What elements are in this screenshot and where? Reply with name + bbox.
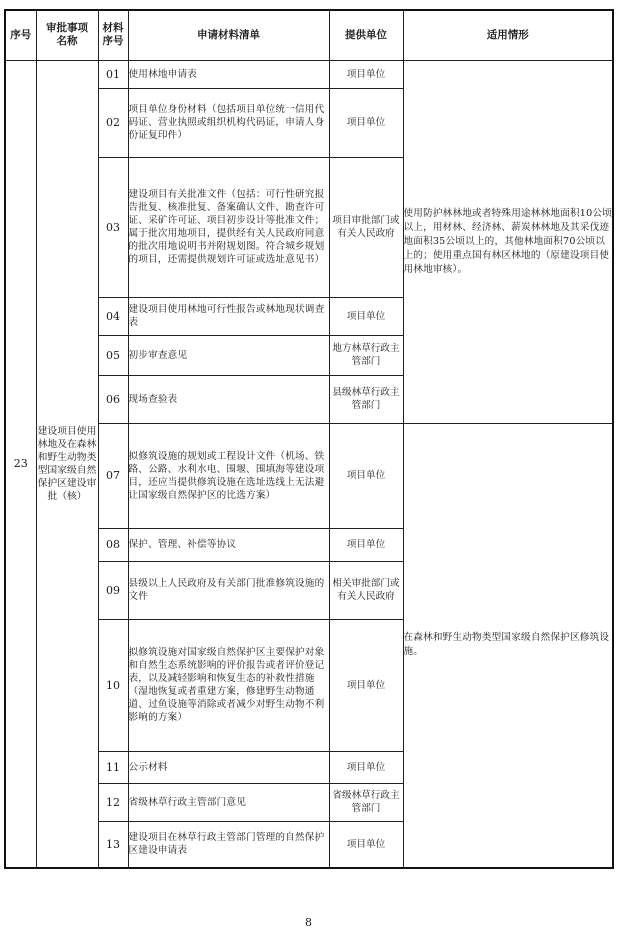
material-name: 现场查验表 bbox=[128, 375, 329, 423]
material-number: 10 bbox=[98, 619, 128, 751]
condition-text: 使用防护林林地或者特殊用途林林地面积10公顷以上，用材林、经济林、薪炭林林地及其采伐迹地面积35公顷以上的，其他林地面积70公顷以上的；使用重点国有林区林地的（原建设项目使用林地审核）。 bbox=[403, 60, 613, 423]
material-name: 省级林草行政主管部门意见 bbox=[128, 783, 329, 821]
approval-materials-table bbox=[4, 9, 614, 869]
provider: 项目单位 bbox=[329, 60, 403, 88]
material-number: 12 bbox=[98, 783, 128, 821]
material-number: 08 bbox=[98, 528, 128, 561]
material-number: 13 bbox=[98, 821, 128, 868]
material-number: 11 bbox=[98, 751, 128, 783]
header-materials: 申请材料清单 bbox=[128, 10, 329, 60]
provider: 相关审批部门或有关人民政府 bbox=[329, 561, 403, 619]
header-provider: 提供单位 bbox=[329, 10, 403, 60]
table-row bbox=[5, 60, 613, 88]
material-name: 拟修筑设施的规划或工程设计文件（机场、铁路、公路、水利水电、围堰、围填海等建设项目，还应当提供修筑设施在选址选线上无法避让国家级自然保护区的比选方案） bbox=[128, 423, 329, 528]
material-name: 建设项目有关批准文件（包括：可行性研究报告批复、核准批复、备案确认文件、勘查许可证、采矿许可证、项目初步设计等批准文件；属于批次用地项目，提供经有关人民政府同意的批次用地说明书并附规划图。符合城乡规划的项目，还需提供规划许可证或选址意见书） bbox=[128, 157, 329, 297]
material-number: 01 bbox=[98, 60, 128, 88]
material-number: 04 bbox=[98, 297, 128, 335]
header-seq: 序号 bbox=[5, 10, 36, 60]
material-name: 县级以上人民政府及有关部门批准修筑设施的文件 bbox=[128, 561, 329, 619]
material-name: 拟修筑设施对国家级自然保护区主要保护对象和自然生态系统影响的评价报告或者评价登记表，以及减轻影响和恢复生态的补救性措施（湿地恢复或者重建方案，修建野生动物通道、过鱼设施等消除或者减少对野生动物不利影响的方案） bbox=[128, 619, 329, 751]
material-name: 公示材料 bbox=[128, 751, 329, 783]
page-number: 8 bbox=[305, 916, 312, 929]
provider: 项目单位 bbox=[329, 821, 403, 868]
provider: 项目单位 bbox=[329, 297, 403, 335]
material-name: 初步审查意见 bbox=[128, 335, 329, 375]
provider: 项目审批部门或有关人民政府 bbox=[329, 157, 403, 297]
material-number: 07 bbox=[98, 423, 128, 528]
condition-text: 在森林和野生动物类型国家级自然保护区修筑设施。 bbox=[403, 423, 613, 868]
material-number: 02 bbox=[98, 88, 128, 157]
material-name: 建设项目在林草行政主管部门管理的自然保护区建设申请表 bbox=[128, 821, 329, 868]
material-name: 项目单位身份材料（包括项目单位统一信用代码证、营业执照或组织机构代码证，申请人身份证复印件） bbox=[128, 88, 329, 157]
header-conditions: 适用情形 bbox=[403, 10, 613, 60]
header-item-name: 审批事项名称 bbox=[36, 10, 98, 60]
material-name: 使用林地申请表 bbox=[128, 60, 329, 88]
provider: 地方林草行政主管部门 bbox=[329, 335, 403, 375]
provider: 项目单位 bbox=[329, 751, 403, 783]
header-row bbox=[5, 10, 613, 60]
material-number: 09 bbox=[98, 561, 128, 619]
provider: 县级林草行政主管部门 bbox=[329, 375, 403, 423]
material-number: 03 bbox=[98, 157, 128, 297]
provider: 省级林草行政主管部门 bbox=[329, 783, 403, 821]
material-name: 保护、管理、补偿等协议 bbox=[128, 528, 329, 561]
provider: 项目单位 bbox=[329, 88, 403, 157]
provider: 项目单位 bbox=[329, 619, 403, 751]
material-name: 建设项目使用林地可行性报告或林地现状调查表 bbox=[128, 297, 329, 335]
approval-item-name: 建设项目使用林地及在森林和野生动物类型国家级自然保护区建设审批（核） bbox=[36, 60, 98, 868]
material-number: 06 bbox=[98, 375, 128, 423]
material-number: 05 bbox=[98, 335, 128, 375]
provider: 项目单位 bbox=[329, 423, 403, 528]
provider: 项目单位 bbox=[329, 528, 403, 561]
seq-number: 23 bbox=[5, 60, 36, 868]
header-material-number: 材料序号 bbox=[98, 10, 128, 60]
